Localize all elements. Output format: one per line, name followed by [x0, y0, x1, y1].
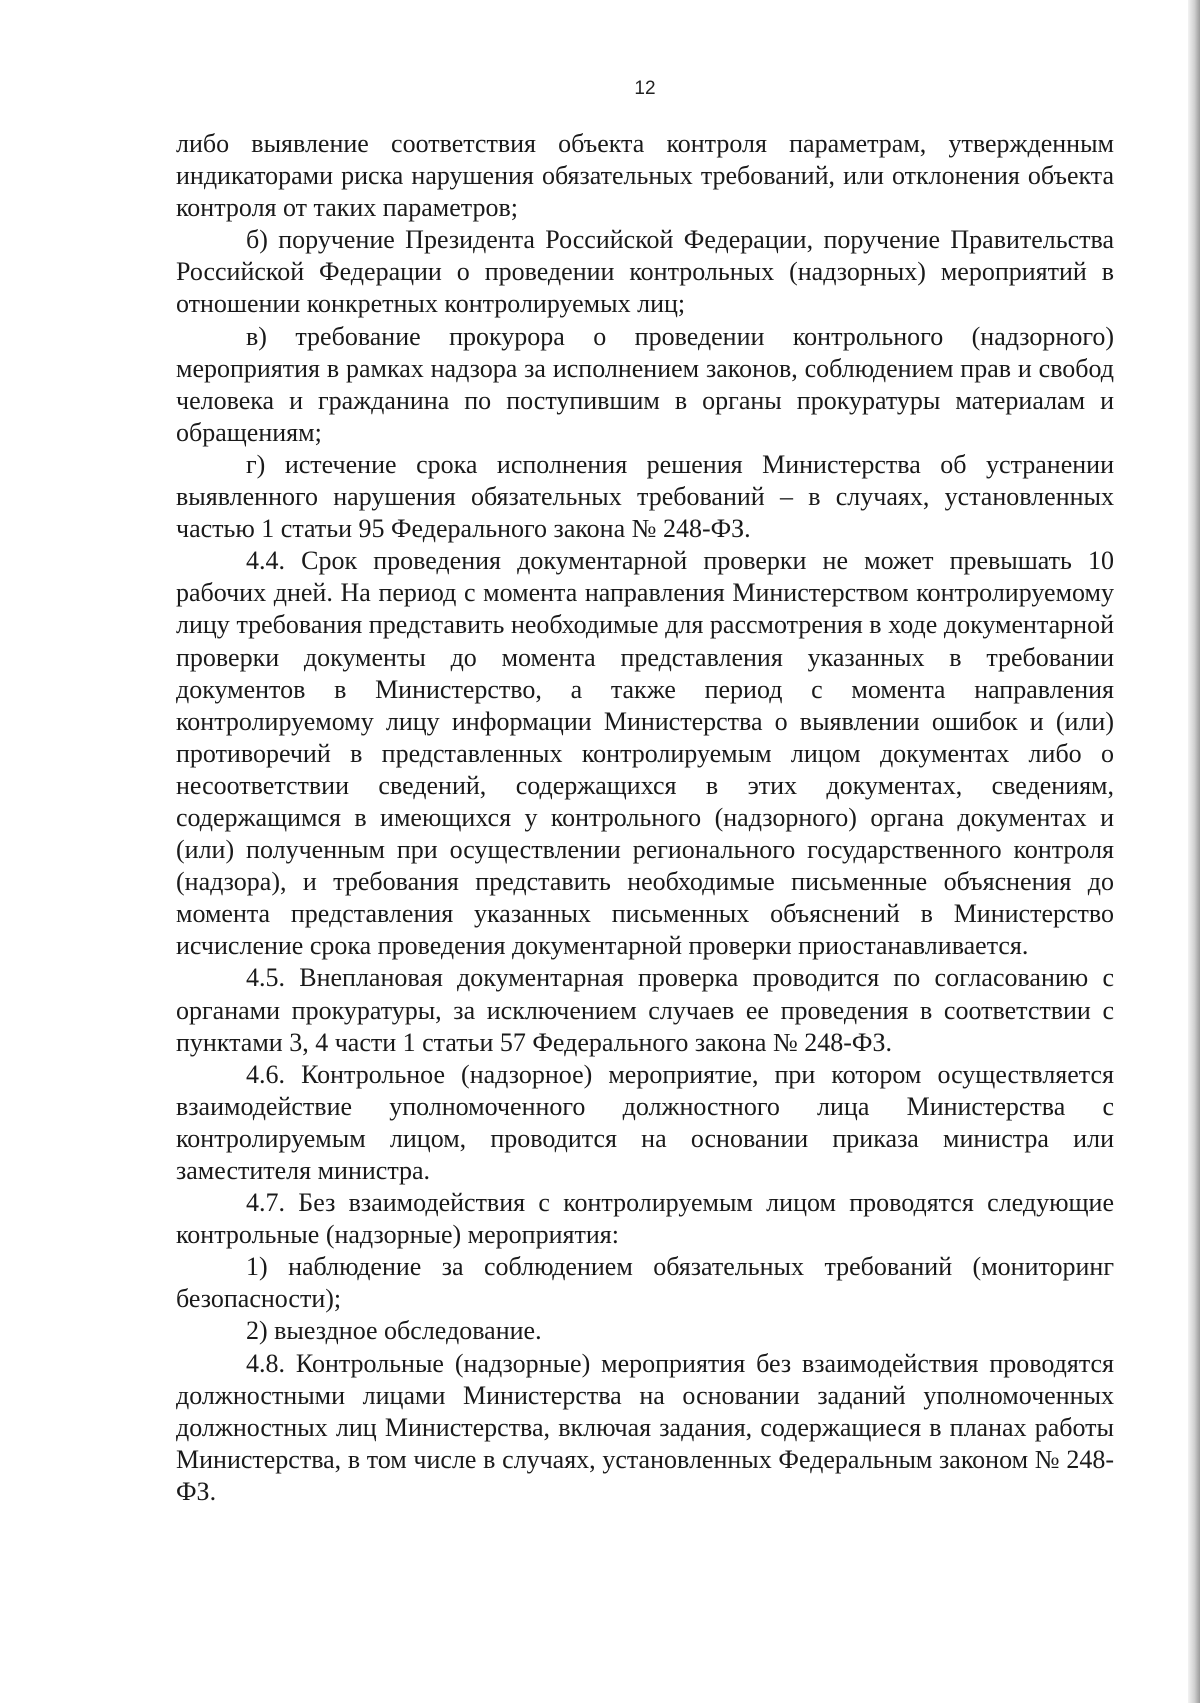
paragraph-4-6: 4.6. Контрольное (надзорное) мероприятие, при котором осуществляется взаимодействие уполномоченного должностного лица Министерства с контролируемым лицом, проводится на основании приказа министра или заместителя министра.	[176, 1059, 1114, 1185]
scan-edge-shadow	[1188, 0, 1200, 1703]
page-number: 12	[634, 78, 656, 99]
list-item-1: 1) наблюдение за соблюдением обязательных требований (мониторинг безопасности);	[176, 1252, 1114, 1314]
paragraph-4-8: 4.8. Контрольные (надзорные) мероприятия без взаимодействия проводятся должностными лицами Министерства на основании заданий уполномоченных должностных лиц Министерства, включая задания, содержащиеся в планах работы Министерства, в том числе в случаях, установленных Федеральным законом № 248-ФЗ.	[176, 1348, 1114, 1506]
paragraph-item-b: б) поручение Президента Российской Федерации, поручение Правительства Российской Федерации о проведении контрольных (надзорных) мероприятий в отношении конкретных контролируемых лиц;	[176, 225, 1114, 319]
list-item-2: 2) выездное обследование.	[246, 1316, 542, 1346]
paragraph-item-v: в) требование прокурора о проведении контрольного (надзорного) мероприятия в рамках надзора за исполнением законов, соблюдением прав и свобод человека и гражданина по поступившим в органы прокуратуры материалам и обращениям;	[176, 321, 1114, 447]
paragraph-4-4: 4.4. Срок проведения документарной проверки не может превышать 10 рабочих дней. На период с момента направления Министерством контролируемому лицу требования представить необходимые для рассмотрения в ходе документарной проверки документы до момента представления указанных в требовании документов в Министерство, а также период с момента направления контролируемому лицу информации Министерства о выявлении ошибок и (или) противоречий в представленных контролируемым лицом документах либо о несоответствии сведений, содержащихся в этих документах, сведениям, содержащимся в имеющихся у контрольного (надзорного) органа документах и (или) полученным при осуществлении регионального государственного контроля (надзора), и требования представить необходимые письменные объяснения до момента представления указанных письменных объяснений в Министерство исчисление срока проведения документарной проверки приостанавливается.	[176, 546, 1114, 961]
paragraph-4-5: 4.5. Внеплановая документарная проверка проводится по согласованию с органами прокуратуры, за исключением случаев ее проведения в соответствии с пунктами 3, 4 части 1 статьи 57 Федерального закона № 248-ФЗ.	[176, 963, 1114, 1057]
paragraph-item-g: г) истечение срока исполнения решения Министерства об устранении выявленного нарушения обязательных требований – в случаях, установленных частью 1 статьи 95 Федерального закона № 248-ФЗ.	[176, 449, 1114, 544]
paragraph-continuation: либо выявление соответствия объекта контроля параметрам, утвержденным индикаторами риска нарушения обязательных требований, или отклонения объекта контроля от таких параметров;	[176, 129, 1114, 223]
document-body	[176, 128, 1114, 1508]
paragraph-4-7: 4.7. Без взаимодействия с контролируемым лицом проводятся следующие контрольные (надзорные) мероприятия:	[176, 1188, 1114, 1250]
